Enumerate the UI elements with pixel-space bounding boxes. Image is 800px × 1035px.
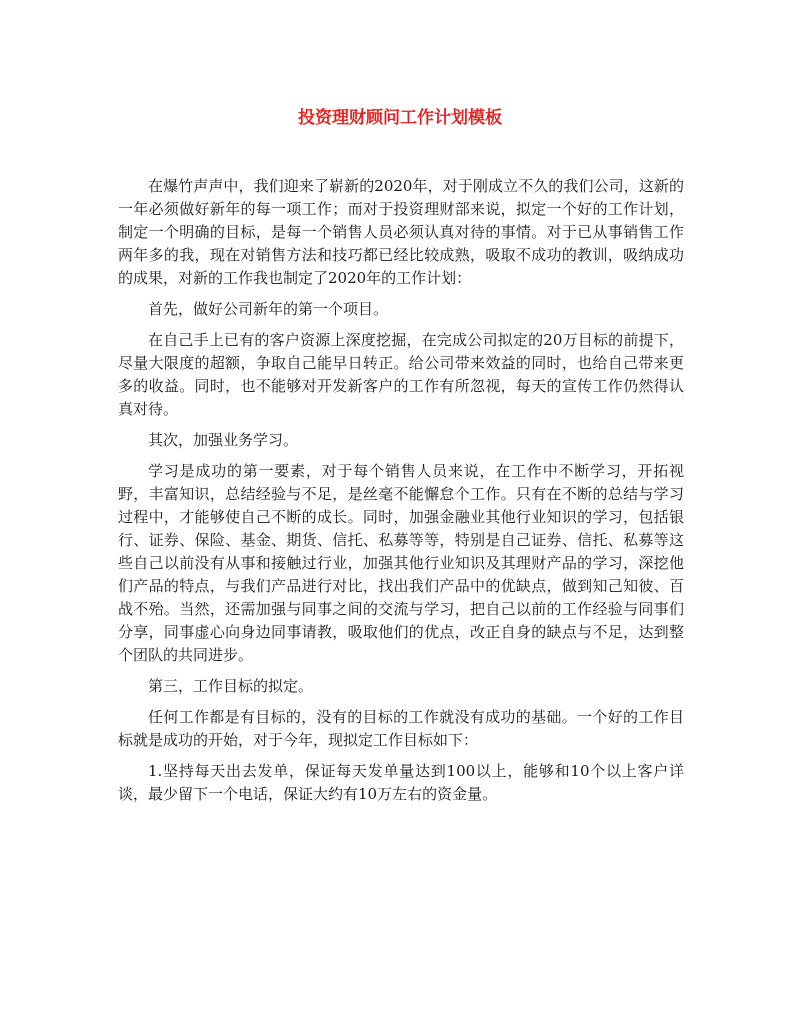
document-body xyxy=(118,175,684,814)
paragraph-third-body: 任何工作都是有目标的，没有的目标的工作就没有成功的基础。一个好的工作目标就是成功的开始，对于今年，现拟定工作目标如下： xyxy=(118,708,684,749)
paragraph-first-body: 在自己手上已有的客户资源上深度挖掘，在完成公司拟定的20万目标的前提下，尽量大限度的超额，争取自己能早日转正。给公司带来效益的同时，也给自己带来更多的收益。同时，也不能够对开发新客户的工作有所忽视，每天的宣传工作仍然得认真对待。 xyxy=(118,331,684,418)
paragraph-third-heading: 第三，工作目标的拟定。 xyxy=(148,677,314,695)
paragraph-second-heading: 其次，加强业务学习。 xyxy=(148,431,299,449)
paragraph-goal-item-1: 1.坚持每天出去发单，保证每天发单量达到100以上，能够和10个以上客户详谈，最少留下一个电话，保证大约有10万左右的资金量。 xyxy=(118,762,684,803)
paragraph-intro: 在爆竹声声中，我们迎来了崭新的2020年，对于刚成立不久的我们公司，这新的一年必须做好新年的每一项工作；而对于投资理财部来说，拟定一个好的工作计划，制定一个明确的目标，是每一个销售人员必须认真对待的事情。对于已从事销售工作两年多的我，现在对销售方法和技巧都已经比较成熟，吸取不成功的教训，吸纳成功的成果，对新的工作我也制定了2020年的工作计划： xyxy=(118,177,684,287)
paragraph-first-heading: 首先，做好公司新年的第一个项目。 xyxy=(148,300,389,318)
paragraph-second-body: 学习是成功的第一要素，对于每个销售人员来说，在工作中不断学习，开拓视野，丰富知识，总结经验与不足，是丝毫不能懈怠个工作。只有在不断的总结与学习过程中，才能够使自己不断的成长。同时，加强金融业其他行业知识的学习，包括银行、证券、保险、基金、期货、信托、私募等等，特别是自己证券、信托、私募等这些自己以前没有从事和接触过行业，加强其他行业知识及其理财产品的学习，深挖他们产品的特点，与我们产品进行对比，找出我们产品中的优缺点，做到知己知彼、百战不殆。当然，还需加强与同事之间的交流与学习，把自己以前的工作经验与同事们分享，同事虚心向身边同事请教，吸取他们的优点，改正自身的缺点与不足，达到整个团队的共同进步。 xyxy=(118,462,684,664)
document-title: 投资理财顾问工作计划模板 xyxy=(298,108,502,128)
